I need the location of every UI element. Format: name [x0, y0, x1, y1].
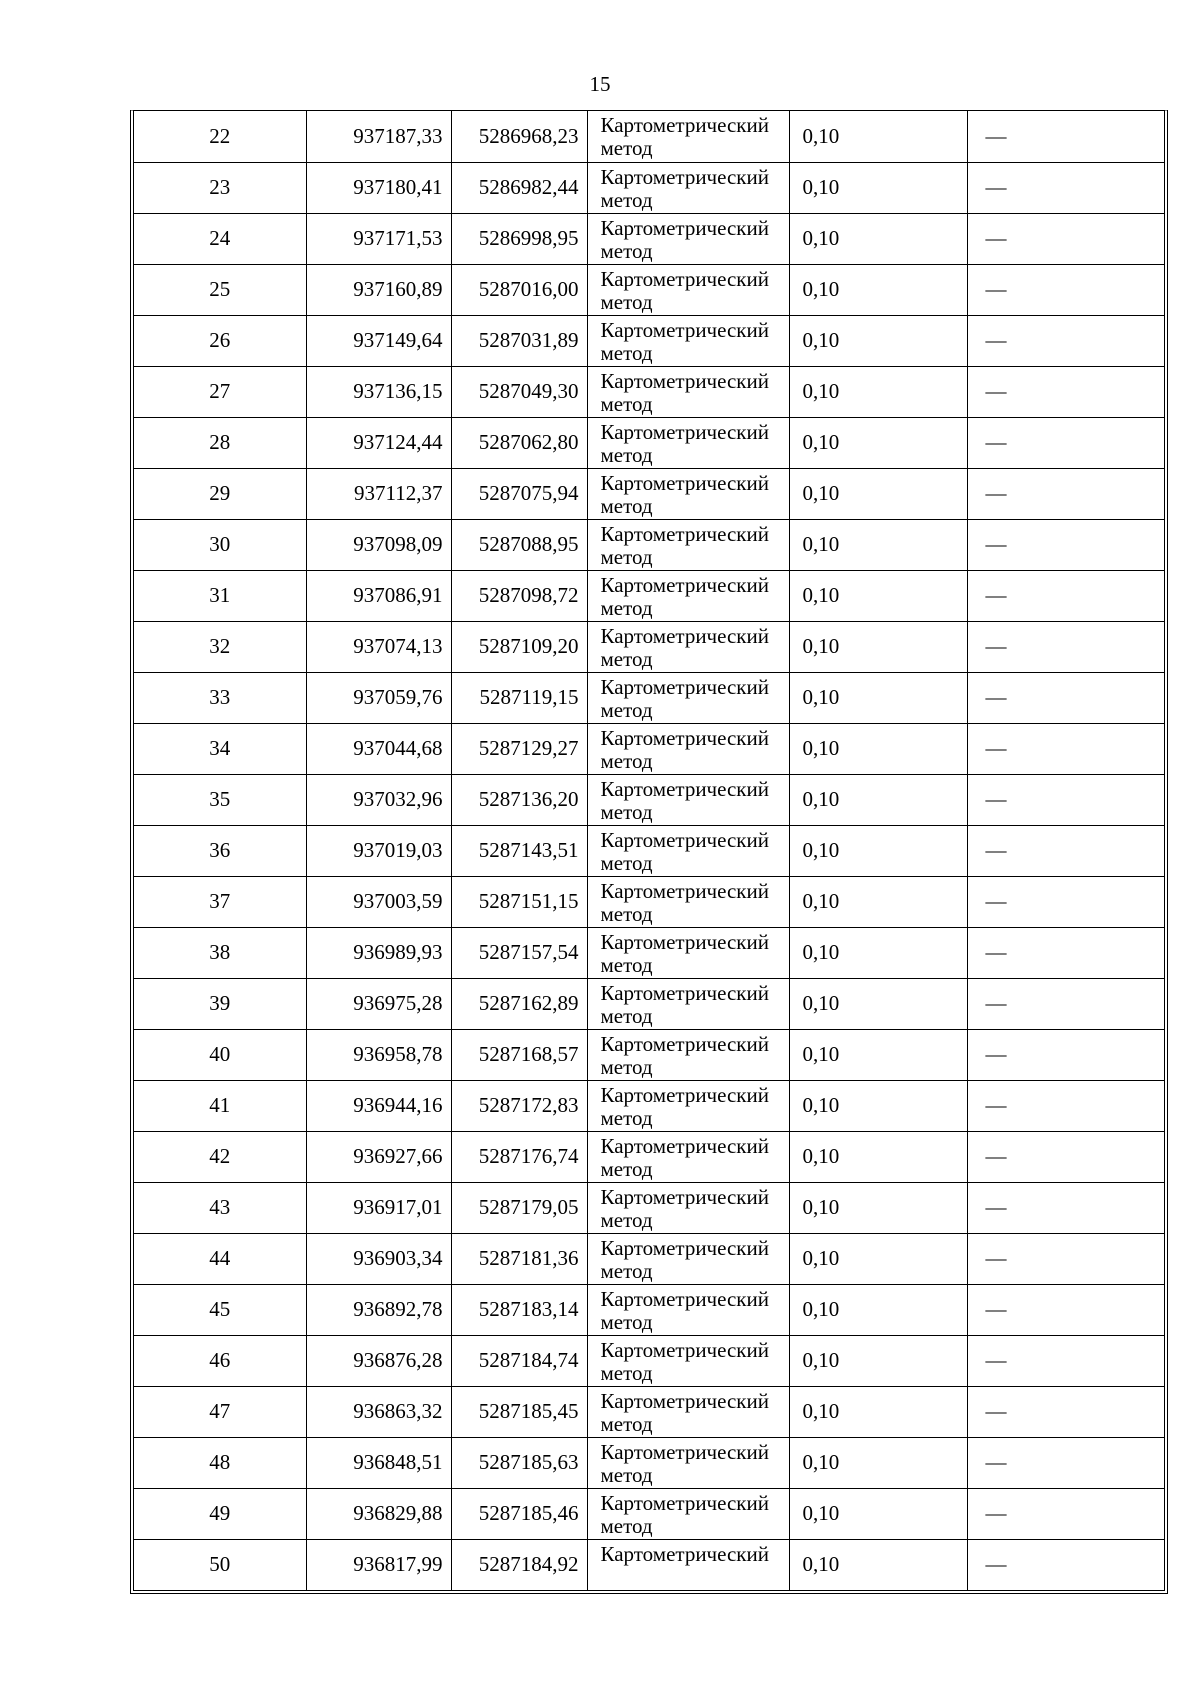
- x-coordinate-cell: 936903,34: [306, 1233, 451, 1284]
- accuracy-cell: 0,10: [789, 1182, 967, 1233]
- note-cell: —: [967, 825, 1164, 876]
- table-row: [134, 111, 1164, 162]
- x-coordinate-cell: 936917,01: [306, 1182, 451, 1233]
- point-number-cell: 31: [134, 570, 306, 621]
- y-coordinate-cell: 5287136,20: [451, 774, 587, 825]
- table-row: [134, 978, 1164, 1029]
- x-coordinate-cell: 936829,88: [306, 1488, 451, 1539]
- x-coordinate-cell: 936975,28: [306, 978, 451, 1029]
- accuracy-cell: 0,10: [789, 213, 967, 264]
- table-row: [134, 927, 1164, 978]
- table-row: [134, 621, 1164, 672]
- x-coordinate-cell: 937160,89: [306, 264, 451, 315]
- method-cell: Картометрический метод: [587, 927, 789, 978]
- x-coordinate-cell: 937019,03: [306, 825, 451, 876]
- x-coordinate-cell: 937032,96: [306, 774, 451, 825]
- x-coordinate-cell: 937086,91: [306, 570, 451, 621]
- note-cell: —: [967, 1131, 1164, 1182]
- y-coordinate-cell: 5287185,46: [451, 1488, 587, 1539]
- accuracy-cell: 0,10: [789, 162, 967, 213]
- accuracy-cell: 0,10: [789, 519, 967, 570]
- accuracy-cell: 0,10: [789, 1335, 967, 1386]
- point-number-cell: 47: [134, 1386, 306, 1437]
- x-coordinate-cell: 937059,76: [306, 672, 451, 723]
- x-coordinate-cell: 937136,15: [306, 366, 451, 417]
- point-number-cell: 23: [134, 162, 306, 213]
- note-cell: —: [967, 213, 1164, 264]
- accuracy-cell: 0,10: [789, 1386, 967, 1437]
- accuracy-cell: 0,10: [789, 1131, 967, 1182]
- accuracy-cell: 0,10: [789, 774, 967, 825]
- x-coordinate-cell: 937003,59: [306, 876, 451, 927]
- x-coordinate-cell: 937171,53: [306, 213, 451, 264]
- accuracy-cell: 0,10: [789, 570, 967, 621]
- note-cell: —: [967, 417, 1164, 468]
- coordinates-table: [130, 110, 1168, 1594]
- point-number-cell: 43: [134, 1182, 306, 1233]
- note-cell: —: [967, 1284, 1164, 1335]
- x-coordinate-cell: 936927,66: [306, 1131, 451, 1182]
- point-number-cell: 26: [134, 315, 306, 366]
- method-cell: Картометрический метод: [587, 621, 789, 672]
- accuracy-cell: 0,10: [789, 723, 967, 774]
- note-cell: —: [967, 978, 1164, 1029]
- note-cell: —: [967, 111, 1164, 162]
- accuracy-cell: 0,10: [789, 1284, 967, 1335]
- y-coordinate-cell: 5287184,92: [451, 1539, 587, 1590]
- point-number-cell: 39: [134, 978, 306, 1029]
- y-coordinate-cell: 5287157,54: [451, 927, 587, 978]
- x-coordinate-cell: 937180,41: [306, 162, 451, 213]
- table-row: [134, 774, 1164, 825]
- method-cell: Картометрический метод: [587, 1488, 789, 1539]
- point-number-cell: 40: [134, 1029, 306, 1080]
- point-number-cell: 25: [134, 264, 306, 315]
- y-coordinate-cell: 5287185,45: [451, 1386, 587, 1437]
- x-coordinate-cell: 936892,78: [306, 1284, 451, 1335]
- accuracy-cell: 0,10: [789, 468, 967, 519]
- point-number-cell: 22: [134, 111, 306, 162]
- accuracy-cell: 0,10: [789, 111, 967, 162]
- y-coordinate-cell: 5287168,57: [451, 1029, 587, 1080]
- method-cell: Картометрический метод: [587, 774, 789, 825]
- method-cell: Картометрический метод: [587, 1386, 789, 1437]
- x-coordinate-cell: 937149,64: [306, 315, 451, 366]
- y-coordinate-cell: 5287129,27: [451, 723, 587, 774]
- table-row: [134, 315, 1164, 366]
- accuracy-cell: 0,10: [789, 315, 967, 366]
- method-cell: Картометрический: [587, 1539, 789, 1590]
- method-cell: Картометрический метод: [587, 315, 789, 366]
- method-cell: Картометрический метод: [587, 1131, 789, 1182]
- point-number-cell: 38: [134, 927, 306, 978]
- note-cell: —: [967, 1335, 1164, 1386]
- method-cell: Картометрический метод: [587, 978, 789, 1029]
- table-row: [134, 264, 1164, 315]
- accuracy-cell: 0,10: [789, 417, 967, 468]
- x-coordinate-cell: 936876,28: [306, 1335, 451, 1386]
- x-coordinate-cell: 936817,99: [306, 1539, 451, 1590]
- y-coordinate-cell: 5287109,20: [451, 621, 587, 672]
- note-cell: —: [967, 723, 1164, 774]
- y-coordinate-cell: 5287172,83: [451, 1080, 587, 1131]
- method-cell: Картометрический метод: [587, 1437, 789, 1488]
- table-row: [134, 1284, 1164, 1335]
- accuracy-cell: 0,10: [789, 1029, 967, 1080]
- point-number-cell: 48: [134, 1437, 306, 1488]
- accuracy-cell: 0,10: [789, 876, 967, 927]
- x-coordinate-cell: 937044,68: [306, 723, 451, 774]
- point-number-cell: 30: [134, 519, 306, 570]
- point-number-cell: 34: [134, 723, 306, 774]
- note-cell: —: [967, 468, 1164, 519]
- method-cell: Картометрический метод: [587, 570, 789, 621]
- table-row: [134, 1539, 1164, 1590]
- y-coordinate-cell: 5287151,15: [451, 876, 587, 927]
- x-coordinate-cell: 936989,93: [306, 927, 451, 978]
- table-row: [134, 366, 1164, 417]
- note-cell: —: [967, 315, 1164, 366]
- table-row: [134, 672, 1164, 723]
- table-row: [134, 723, 1164, 774]
- table-row: [134, 417, 1164, 468]
- x-coordinate-cell: 937112,37: [306, 468, 451, 519]
- method-cell: Картометрический метод: [587, 162, 789, 213]
- point-number-cell: 35: [134, 774, 306, 825]
- x-coordinate-cell: 937124,44: [306, 417, 451, 468]
- point-number-cell: 42: [134, 1131, 306, 1182]
- x-coordinate-cell: 937074,13: [306, 621, 451, 672]
- table-row: [134, 1386, 1164, 1437]
- accuracy-cell: 0,10: [789, 621, 967, 672]
- method-cell: Картометрический метод: [587, 1080, 789, 1131]
- table-row: [134, 162, 1164, 213]
- accuracy-cell: 0,10: [789, 927, 967, 978]
- y-coordinate-cell: 5287185,63: [451, 1437, 587, 1488]
- x-coordinate-cell: 937098,09: [306, 519, 451, 570]
- y-coordinate-cell: 5286998,95: [451, 213, 587, 264]
- point-number-cell: 32: [134, 621, 306, 672]
- accuracy-cell: 0,10: [789, 672, 967, 723]
- y-coordinate-cell: 5287176,74: [451, 1131, 587, 1182]
- y-coordinate-cell: 5287184,74: [451, 1335, 587, 1386]
- note-cell: —: [967, 366, 1164, 417]
- accuracy-cell: 0,10: [789, 1437, 967, 1488]
- method-cell: Картометрический метод: [587, 1284, 789, 1335]
- note-cell: —: [967, 1080, 1164, 1131]
- y-coordinate-cell: 5286982,44: [451, 162, 587, 213]
- y-coordinate-cell: 5287098,72: [451, 570, 587, 621]
- method-cell: Картометрический метод: [587, 213, 789, 264]
- y-coordinate-cell: 5287016,00: [451, 264, 587, 315]
- accuracy-cell: 0,10: [789, 978, 967, 1029]
- x-coordinate-cell: 936863,32: [306, 1386, 451, 1437]
- point-number-cell: 46: [134, 1335, 306, 1386]
- table-row: [134, 1029, 1164, 1080]
- point-number-cell: 24: [134, 213, 306, 264]
- method-cell: Картометрический метод: [587, 111, 789, 162]
- accuracy-cell: 0,10: [789, 825, 967, 876]
- method-cell: Картометрический метод: [587, 1233, 789, 1284]
- note-cell: —: [967, 1386, 1164, 1437]
- x-coordinate-cell: 936848,51: [306, 1437, 451, 1488]
- y-coordinate-cell: 5287162,89: [451, 978, 587, 1029]
- note-cell: —: [967, 1488, 1164, 1539]
- table-row: [134, 1335, 1164, 1386]
- point-number-cell: 41: [134, 1080, 306, 1131]
- method-cell: Картометрический метод: [587, 1029, 789, 1080]
- x-coordinate-cell: 936944,16: [306, 1080, 451, 1131]
- table-row: [134, 1233, 1164, 1284]
- note-cell: —: [967, 1539, 1164, 1590]
- method-cell: Картометрический метод: [587, 417, 789, 468]
- method-cell: Картометрический метод: [587, 1182, 789, 1233]
- x-coordinate-cell: 936958,78: [306, 1029, 451, 1080]
- point-number-cell: 28: [134, 417, 306, 468]
- x-coordinate-cell: 937187,33: [306, 111, 451, 162]
- point-number-cell: 50: [134, 1539, 306, 1590]
- note-cell: —: [967, 672, 1164, 723]
- method-cell: Картометрический метод: [587, 264, 789, 315]
- method-cell: Картометрический метод: [587, 519, 789, 570]
- point-number-cell: 27: [134, 366, 306, 417]
- table-row: [134, 1080, 1164, 1131]
- y-coordinate-cell: 5287181,36: [451, 1233, 587, 1284]
- y-coordinate-cell: 5287049,30: [451, 366, 587, 417]
- note-cell: —: [967, 1233, 1164, 1284]
- method-cell: Картометрический метод: [587, 1335, 789, 1386]
- y-coordinate-cell: 5287183,14: [451, 1284, 587, 1335]
- method-cell: Картометрический метод: [587, 876, 789, 927]
- note-cell: —: [967, 927, 1164, 978]
- note-cell: —: [967, 1182, 1164, 1233]
- accuracy-cell: 0,10: [789, 366, 967, 417]
- y-coordinate-cell: 5287062,80: [451, 417, 587, 468]
- point-number-cell: 33: [134, 672, 306, 723]
- table-row: [134, 876, 1164, 927]
- y-coordinate-cell: 5287088,95: [451, 519, 587, 570]
- note-cell: —: [967, 876, 1164, 927]
- y-coordinate-cell: 5287179,05: [451, 1182, 587, 1233]
- table-row: [134, 468, 1164, 519]
- method-cell: Картометрический метод: [587, 468, 789, 519]
- table-row: [134, 825, 1164, 876]
- table-row: [134, 1131, 1164, 1182]
- note-cell: —: [967, 519, 1164, 570]
- page-number: 15: [589, 72, 611, 96]
- method-cell: Картометрический метод: [587, 723, 789, 774]
- y-coordinate-cell: 5287119,15: [451, 672, 587, 723]
- table-row: [134, 213, 1164, 264]
- note-cell: —: [967, 621, 1164, 672]
- point-number-cell: 36: [134, 825, 306, 876]
- point-number-cell: 29: [134, 468, 306, 519]
- method-cell: Картометрический метод: [587, 672, 789, 723]
- point-number-cell: 49: [134, 1488, 306, 1539]
- note-cell: —: [967, 774, 1164, 825]
- point-number-cell: 37: [134, 876, 306, 927]
- y-coordinate-cell: 5287143,51: [451, 825, 587, 876]
- note-cell: —: [967, 570, 1164, 621]
- note-cell: —: [967, 1029, 1164, 1080]
- table-row: [134, 1437, 1164, 1488]
- point-number-cell: 45: [134, 1284, 306, 1335]
- y-coordinate-cell: 5287031,89: [451, 315, 587, 366]
- accuracy-cell: 0,10: [789, 1539, 967, 1590]
- method-cell: Картометрический метод: [587, 366, 789, 417]
- note-cell: —: [967, 264, 1164, 315]
- table-row: [134, 1182, 1164, 1233]
- accuracy-cell: 0,10: [789, 264, 967, 315]
- point-number-cell: 44: [134, 1233, 306, 1284]
- note-cell: —: [967, 162, 1164, 213]
- table-row: [134, 570, 1164, 621]
- table-row: [134, 1488, 1164, 1539]
- accuracy-cell: 0,10: [789, 1233, 967, 1284]
- y-coordinate-cell: 5287075,94: [451, 468, 587, 519]
- y-coordinate-cell: 5286968,23: [451, 111, 587, 162]
- method-cell: Картометрический метод: [587, 825, 789, 876]
- accuracy-cell: 0,10: [789, 1080, 967, 1131]
- note-cell: —: [967, 1437, 1164, 1488]
- table-row: [134, 519, 1164, 570]
- accuracy-cell: 0,10: [789, 1488, 967, 1539]
